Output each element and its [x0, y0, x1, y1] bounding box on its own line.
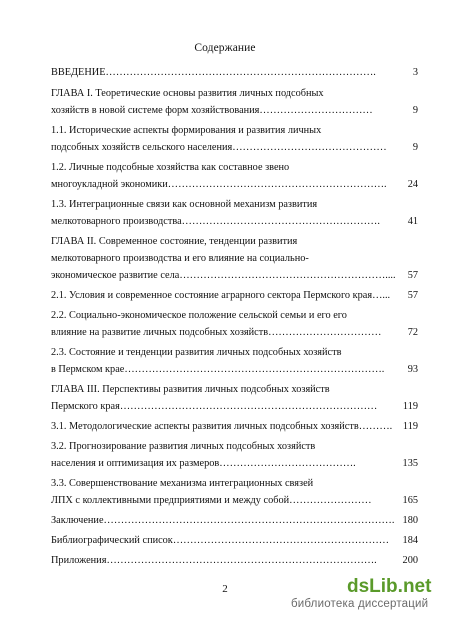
- toc-entry: [51, 440, 418, 453]
- toc-entry: [51, 346, 418, 359]
- toc-entry: [51, 514, 418, 527]
- toc-entry: [51, 124, 418, 137]
- toc-entry: [51, 534, 418, 547]
- toc-entry-title: 3.2. Прогнозирование развития личных подсобных хозяйств: [51, 441, 316, 452]
- toc-entry-page: 57: [407, 270, 418, 281]
- toc-entry: [51, 141, 418, 154]
- toc-entry-leader: …...: [372, 290, 391, 301]
- toc-entry: [51, 309, 418, 322]
- toc-entry-page: 180: [402, 515, 418, 526]
- toc-entry-leader: …………………………………………………………………….: [106, 555, 377, 566]
- toc-entry: [51, 161, 418, 174]
- toc-entry: [51, 400, 418, 413]
- toc-entry-page: 165: [402, 495, 418, 506]
- page-title: Содержание: [194, 42, 256, 54]
- toc-entry: [51, 477, 418, 490]
- toc-entry-title: Заключение: [51, 515, 104, 526]
- toc-entry-title: 1.2. Личные подсобные хозяйства как составное звено: [51, 162, 290, 173]
- toc-entry: [51, 104, 418, 117]
- toc-entry-page: 93: [407, 364, 418, 375]
- toc-entry-leader: ………………………………………………………………….: [124, 364, 385, 375]
- toc-entry-title: многоукладной экономики: [51, 179, 168, 190]
- watermark-caption: библиотека диссертаций: [291, 598, 429, 610]
- toc-entry-title: экономическое развитие села: [51, 270, 180, 281]
- toc-entry-title: 2.1. Условия и современное состояние аграрного сектора Пермского края: [51, 290, 373, 301]
- toc-entry-title: Пермского края: [51, 401, 120, 412]
- toc-entry-title: 3.3. Совершенствование механизма интеграционных связей: [51, 478, 314, 489]
- toc-entry: [51, 66, 418, 79]
- toc-entry-page: 41: [407, 216, 418, 227]
- toc-entry-page: 200: [402, 555, 418, 566]
- toc-entry-title: ГЛАВА I. Теоретические основы развития личных подсобных: [51, 88, 324, 99]
- toc-entry-title: ЛПХ с коллективными предприятиями и между собой: [51, 495, 290, 506]
- toc-entry-title: 1.1. Исторические аспекты формирования и развития личных: [51, 125, 322, 136]
- toc-entry: [51, 215, 418, 228]
- toc-entry-page: 24: [407, 179, 418, 190]
- toc-entry: [51, 494, 418, 507]
- watermark-logo[interactable]: dsLib.net: [347, 576, 432, 597]
- toc-entry-leader: ………………………………………………………………………….: [103, 515, 395, 526]
- toc-entry-title: 2.3. Состояние и тенденции развития личных подсобных хозяйств: [51, 347, 342, 358]
- toc-entry-leader: ………………………………………: [232, 142, 387, 153]
- toc-entry-title: мелкотоварного производства и его влияние на социально-: [51, 253, 309, 264]
- toc-entry-page: 3: [412, 67, 418, 78]
- toc-entry-page: 119: [402, 401, 418, 412]
- page-number: 2: [222, 583, 228, 595]
- toc-entry-title: Библиографический список: [51, 535, 173, 546]
- toc-entry: [51, 363, 418, 376]
- toc-entry-leader: ……………………………: [259, 105, 373, 116]
- toc-entry: [51, 198, 418, 211]
- toc-entry-page: 57: [407, 290, 418, 301]
- toc-entry-page: 9: [412, 105, 418, 116]
- toc-entry-title: 1.3. Интеграционные связи как основной механизм развития: [51, 199, 318, 210]
- toc-entry: [51, 269, 418, 282]
- toc-entry-leader: …………………………………………………………………: [119, 401, 378, 412]
- toc-entry-page: 135: [402, 458, 418, 469]
- toc-entry-title: подсобных хозяйств сельского населения: [51, 142, 233, 153]
- toc-entry: [51, 235, 418, 248]
- toc-entry-page: 184: [402, 535, 418, 546]
- toc-entry-title: 2.2. Социально-экономическое положение сельской семьи и его его: [51, 310, 347, 321]
- toc-entry-title: в Пермском крае: [51, 364, 125, 375]
- toc-entry-page: 9: [412, 142, 418, 153]
- toc-entry-leader: ………………………………………………….: [181, 216, 380, 227]
- toc-entry: [51, 252, 418, 265]
- toc-entry: [51, 326, 418, 339]
- toc-entry: [51, 178, 418, 191]
- toc-entry-leader: ……………………………………………………....: [179, 270, 396, 281]
- toc-entry-leader: ……………………: [289, 495, 372, 506]
- toc-entry-title: населения и оптимизация их размеров: [51, 458, 220, 469]
- toc-entry: [51, 457, 418, 470]
- toc-entry: [51, 420, 418, 433]
- toc-entry-title: ВВЕДЕНИЕ: [51, 67, 106, 78]
- toc-entry: [51, 554, 418, 567]
- toc-entry: [51, 289, 418, 302]
- toc-entry-title: ГЛАВА II. Современное состояние, тенденции развития: [51, 236, 298, 247]
- toc-entry-leader: ………………………………………………………: [172, 535, 390, 546]
- toc-entry-title: ГЛАВА III. Перспективы развития личных подсобных хозяйств: [51, 384, 330, 395]
- toc-entry-title: 3.1. Методологические аспекты развития личных подсобных хозяйств: [51, 421, 359, 432]
- toc-entry-leader: ……………………………………………………….: [167, 179, 387, 190]
- toc-entry-leader: ……………………………: [268, 327, 382, 338]
- toc-entry-leader: ………………………………….: [219, 458, 356, 469]
- toc-entry-title: Приложения: [51, 555, 107, 566]
- toc-entry-leader: …………………………………………………………………….: [105, 67, 376, 78]
- toc-entry-title: влияние на развитие личных подсобных хозяйств: [51, 327, 269, 338]
- toc-entry-leader: ……….: [358, 421, 393, 432]
- toc-entry: [51, 383, 418, 396]
- toc-entry-title: хозяйств в новой системе форм хозяйствования: [51, 105, 260, 116]
- toc-entry: [51, 87, 418, 100]
- toc-entry-page: 72: [407, 327, 418, 338]
- toc-entry-title: мелкотоварного производства: [51, 216, 182, 227]
- toc-entry-page: 119: [402, 421, 418, 432]
